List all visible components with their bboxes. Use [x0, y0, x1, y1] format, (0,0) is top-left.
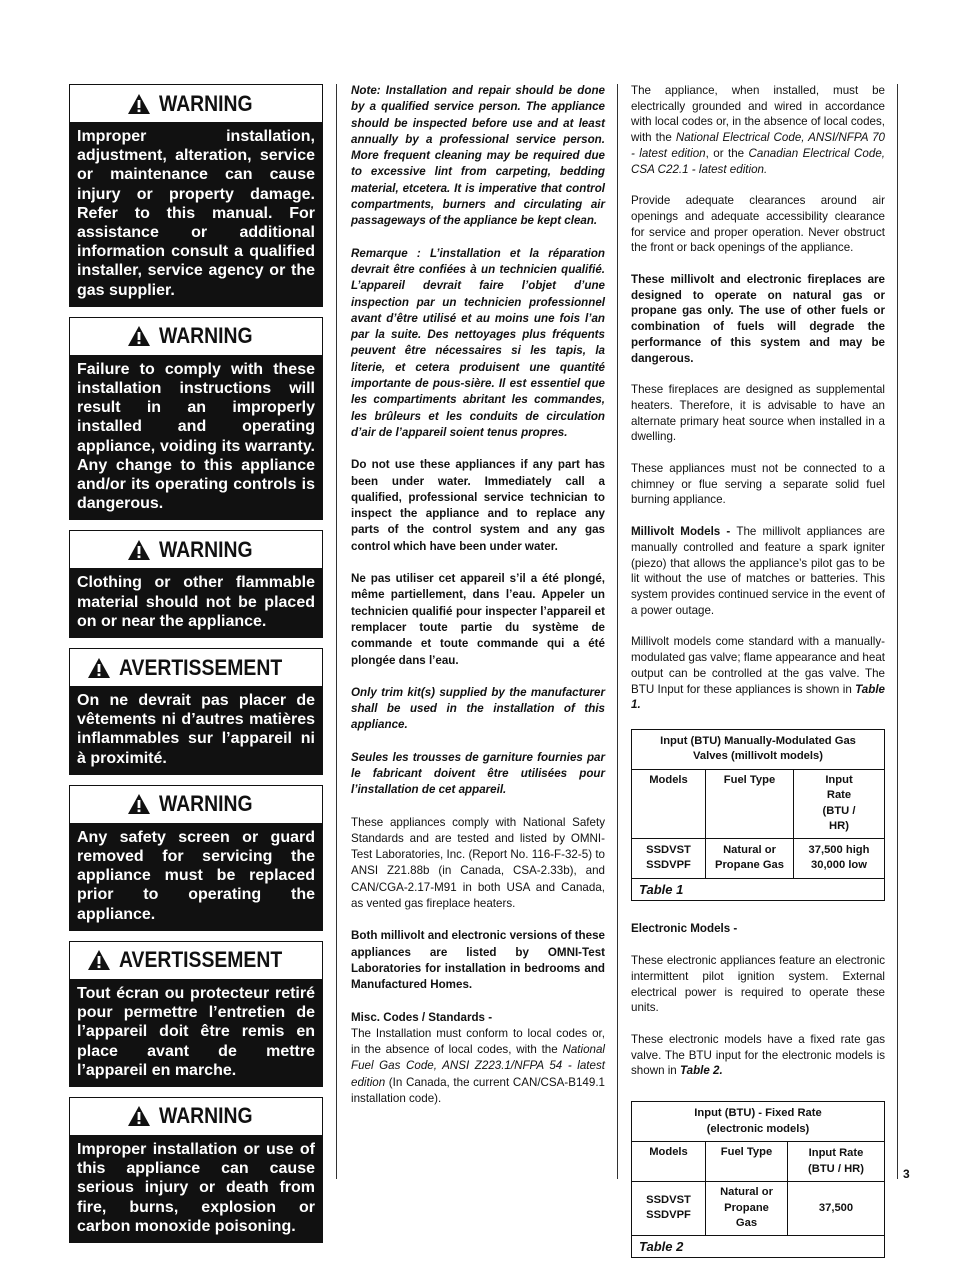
warning-triangle-icon: [127, 93, 151, 115]
warning-triangle-icon: [127, 539, 151, 561]
misc-codes-paragraph: [351, 1026, 605, 1107]
table2-rate: 37,500: [788, 1182, 885, 1236]
table2-title: Input (BTU) - Fixed Rate (electronic models): [632, 1102, 885, 1142]
warning-box-7: [69, 1097, 323, 1243]
warning-header: [70, 649, 322, 686]
warning-text: Any safety screen or guard removed for servicing the appliance must be replaced prior to operating the appliance.: [70, 823, 322, 930]
table2-models: SSDVST SSDVPF: [632, 1182, 706, 1236]
warning-title: AVERTISSEMENT: [119, 947, 283, 973]
warning-text: Failure to comply with these installation instructions will result in an improperly installed and operating appliance, voiding its warranty. Any change to this appliance and/or its operating controls is dangerous.: [70, 355, 322, 520]
table1-header-models: Models: [632, 769, 706, 838]
right-column: [631, 83, 885, 1278]
fuel-paragraph: These millivolt and electronic fireplaces are designed to operate on natural gas or propane gas only. The use of other fuels or combination of fuels will degrade the performance of this system and may be dangerous.: [631, 273, 885, 365]
table1-header-fuel: Fuel Type: [706, 769, 794, 838]
warning-text: Clothing or other flammable material should not be placed on or near the appliance.: [70, 568, 322, 637]
table2-caption: Table 2: [632, 1235, 885, 1258]
warning-header: [70, 531, 322, 568]
warning-triangle-icon: [127, 325, 151, 347]
millivolt-heading: Millivolt Models -: [631, 525, 737, 539]
warnings-column: [69, 84, 323, 1253]
warning-text: On ne devrait pas placer de vêtements ni d’autres matières inflammables sur l’appareil ni à proximité.: [70, 686, 322, 774]
warning-title: AVERTISSEMENT: [119, 654, 283, 680]
column-divider: [897, 84, 898, 1179]
table-2: [631, 1101, 885, 1258]
millivolt-text: The millivolt appliances are manually controlled and feature a spark igniter (piezo) that allows the appliance’s pilot gas to be lit without the use of matches or batteries. This system provides continued service in the event of a power outage.: [631, 525, 885, 617]
warning-title: WARNING: [158, 323, 253, 349]
warning-triangle-icon: [127, 1105, 151, 1127]
warning-triangle-icon: [87, 657, 111, 679]
warning-header: [70, 786, 322, 823]
warning-triangle-icon: [127, 793, 151, 815]
table2-header-rate: Input Rate (BTU / HR): [788, 1142, 885, 1182]
warning-triangle-icon: [87, 949, 111, 971]
warning-title: WARNING: [158, 90, 253, 116]
column-divider: [336, 84, 337, 1179]
canadian-electrical-code: Canadian Electrical Code, CSA C22.1 - latest edition.: [631, 146, 885, 176]
millivolt-paragraph: [631, 524, 885, 618]
electronic-fixed-text: These electronic models have a fixed rate gas valve. The BTU input for the electronic models is shown in: [631, 1032, 885, 1078]
misc-codes-heading: Misc. Codes / Standards -: [351, 1010, 493, 1024]
warning-box-5: [69, 785, 323, 931]
national-electrical-code: National Electrical Code, ANSI/NFPA 70 - latest edition: [631, 131, 885, 160]
electrical-text: The appliance, when installed, must be electrically grounded and wired in accordance with local codes or, in the absence of local codes, with the: [631, 84, 885, 145]
trim-kit-english: Only trim kit(s) supplied by the manufacturer shall be used in the installation of this appliance.: [351, 685, 605, 732]
warning-header: [70, 1098, 322, 1135]
warning-box-6: [69, 941, 323, 1087]
middle-column: [351, 83, 605, 1107]
electrical-text-mid: , or the: [705, 146, 749, 160]
table2-header-models: Models: [632, 1142, 706, 1182]
note-english: Note: Installation and repair should be done by a qualified service person. The appliance should be inspected before use and at least annually by a professional service person. More frequent cleaning may be required due to excessive lint from carpeting, bedding material, etcetera. It is imperative that control compartments, burners and circulating air passageways of the appliance be kept clean.: [351, 84, 605, 228]
warning-header: [70, 942, 322, 979]
listing-paragraph: Both millivolt and electronic versions of these appliances are listed by OMNI-Test Laboratories for installation in bedrooms and Manufactured Homes.: [351, 929, 605, 992]
table1-fuel: Natural or Propane Gas: [706, 838, 794, 878]
millivolt-standard-paragraph: [631, 634, 885, 713]
warning-text: Improper installation, adjustment, alteration, service or maintenance can cause injury or property damage. Refer to this manual. For assistance or additional information consult a qualified installer, service agency or the gas supplier.: [70, 122, 322, 306]
fuel-gas-code: National Fuel Gas Code, ANSI Z223.1/NFPA 54 - latest edition: [351, 1043, 605, 1089]
table2-fuel: Natural or Propane Gas: [706, 1182, 788, 1236]
table1-reference: Table 1.: [631, 682, 885, 712]
page-number: 3: [903, 1167, 910, 1181]
warning-text: Tout écran ou protecteur retiré pour permettre l’entretien de l’appareil doit être remis en place avant de mettre l’appareil en marche.: [70, 979, 322, 1086]
table1-title: Input (BTU) Manually-Modulated Gas Valves (millivolt models): [632, 729, 885, 769]
warning-box-2: [69, 317, 323, 521]
supplemental-paragraph: These fireplaces are designed as supplemental heaters. Therefore, it is advisable to have an alternate primary heat source when installed in a dwelling.: [631, 383, 885, 444]
table1-header-rate: Input Rate (BTU / HR): [794, 769, 885, 838]
warning-title: WARNING: [158, 791, 253, 817]
table1-rate: 37,500 high 30,000 low: [794, 838, 885, 878]
table1-models: SSDVST SSDVPF: [632, 838, 706, 878]
compliance-paragraph: These appliances comply with National Safety Standards and are tested and listed by OMNI-Test Laboratories, Inc. (Report No. 116-F-32-5) to ANSI Z21.88b (in Canada, CSA-2.33b), and CAN/CGA-2.17-M91 in both USA and Canada, as vented gas fireplace heaters.: [351, 815, 605, 911]
warning-box-4: [69, 648, 323, 775]
warning-title: WARNING: [158, 536, 253, 562]
misc-codes-text-end: (In Canada, the current CAN/CSA-B149.1 installation code).: [351, 1075, 605, 1106]
table1-caption: Table 1: [632, 878, 885, 901]
electrical-paragraph: [631, 83, 885, 177]
column-divider: [617, 84, 618, 1179]
misc-codes-text: The Installation must conform to local codes or, in the absence of local codes, with the: [351, 1026, 605, 1057]
warning-text: Improper installation or use of this appliance can cause serious injury or death from fire, burns, explosion or carbon monoxide poisoning.: [70, 1135, 322, 1242]
electronic-fixed-paragraph: [631, 1032, 885, 1079]
warning-header: [70, 318, 322, 355]
electronic-paragraph: These electronic appliances feature an electronic intermittent pilot ignition system. External electrical power is required to operate these units.: [631, 954, 885, 1015]
water-warning-english: Do not use these appliances if any part has been under water. Immediately call a qualified, professional service technician to inspect the appliance and to replace any parts of the control system and any gas control which have been under water.: [351, 458, 605, 553]
clearance-paragraph: Provide adequate clearances around air openings and adequate accessibility clearance for service and proper operation. Never obstruct the front or back openings of the appliance.: [631, 194, 885, 255]
table2-header-fuel: Fuel Type: [706, 1142, 788, 1182]
warning-title: WARNING: [158, 1103, 253, 1129]
millivolt-standard-text: Millivolt models come standard with a manually-modulated gas valve; flame appearance and heat output can be controlled at the gas valve. The BTU Input for these appliances is shown in: [631, 635, 885, 696]
table2-reference: Table 2.: [679, 1064, 723, 1078]
chimney-paragraph: These appliances must not be connected to a chimney or flue serving a separate solid fuel burning appliance.: [631, 462, 885, 507]
note-french: Remarque : L’installation et la réparation devrait être confiées à un technicien qualifié. L’appareil devrait faire l’objet d’une inspection par un technicien professionnel avant d’être utilisé et au moins une fois l’an par la suite. Des nettoyages plus fréquents peuvent être nécessaires si les tapis, la literie, et cetera produisent une quantité importante de pous-sière. Il est essentiel que les compartiments abritant les commandes, les brûleurs et les conduits de circulation d’air de l’appareil soient tenus propres.: [351, 246, 605, 439]
warning-box-3: [69, 530, 323, 638]
table-1: [631, 729, 885, 902]
warning-box-1: [69, 84, 323, 307]
warning-header: [70, 85, 322, 122]
trim-kit-french: Seules les trousses de garniture fournies par le fabricant doivent être utilisées pour l’installation de cet appareil.: [351, 750, 605, 797]
electronic-heading: Electronic Models -: [631, 922, 738, 936]
water-warning-french: Ne pas utiliser cet appareil s’il a été plongé, même partiellement, dans l’eau. Appeler un technicien qualifié pour inspecter l’appareil et remplacer toute partie du système de commande et toute commande qui a été plongée dans l’eau.: [351, 572, 605, 667]
